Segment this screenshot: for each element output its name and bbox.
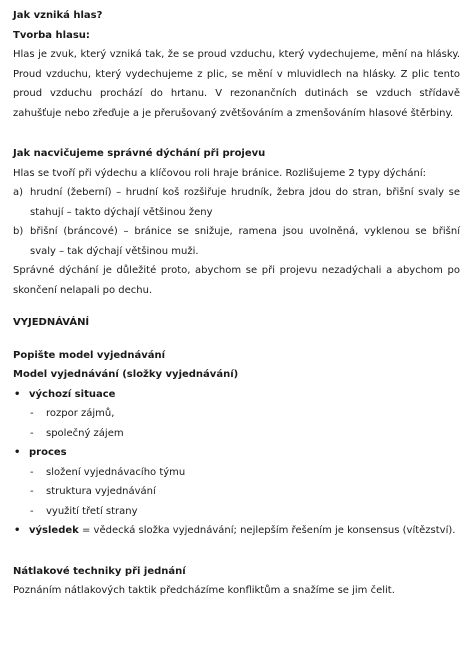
sub-item: - využití třetí strany xyxy=(13,502,460,522)
dash-icon: - xyxy=(30,408,34,419)
breathing-conclusion: Správné dýchání je důležité proto, abychom se při projevu nezadýchali a abychom po skončení nelapali po dechu. xyxy=(13,265,460,296)
sub-item: - složení vyjednávacího týmu xyxy=(13,463,460,483)
paragraph-pressure-techniques: Poznáním nátlakových taktik předcházíme konfliktům a snažíme se jim čelit. xyxy=(13,585,395,596)
bullet-label: proces xyxy=(29,447,67,458)
section-title-negotiation: VYJEDNÁVÁNÍ xyxy=(13,317,90,328)
bullet-label: výchozí situace xyxy=(29,388,116,400)
breathing-type-a xyxy=(13,183,460,222)
list-item-text: hrudní (žeberní) – hrudní koš rozšiřuje hrudník, žebra jdou do stran, břišní svaly se stahují – takto dýchají většinou ženy xyxy=(30,187,460,218)
bullet-item-result xyxy=(13,521,460,541)
dash-icon: - xyxy=(30,466,34,478)
bullet-icon: • xyxy=(14,525,21,536)
subheading-negotiation-components: Model vyjednávání (složky vyjednávání) xyxy=(13,369,239,380)
result-description: = vědecká složka vyjednávání; nejlepším řešením je konsensus (vítězství). xyxy=(78,525,456,536)
sub-item: - společný zájem xyxy=(13,424,460,444)
subheading-voice-formation: Tvorba hlasu: xyxy=(13,29,90,41)
bullet-item-process xyxy=(13,443,460,463)
heading-pressure-techniques: Nátlakové techniky při jednání xyxy=(13,565,186,577)
dash-icon: - xyxy=(30,427,34,439)
breathing-type-b xyxy=(13,222,460,261)
sub-item: - rozpor zájmů, xyxy=(13,404,460,424)
bullet-icon: • xyxy=(14,447,21,458)
bullet-item-initial-situation xyxy=(13,385,460,405)
breathing-intro: Hlas se tvoří při výdechu a klíčovou roli hraje bránice. Rozlišujeme 2 typy dýchání: xyxy=(13,167,426,179)
list-marker: a) xyxy=(13,187,24,198)
bullet-icon: • xyxy=(14,388,21,400)
list-item-text: břišní (bráncové) – bránice se snižuje, ramena jsou uvolněná, vyklenou se břišní svaly – tak dýchají většinou muži. xyxy=(30,226,460,257)
heading-negotiation-model: Popište model vyjednávání xyxy=(13,349,166,361)
sub-item: - struktura vyjednávání xyxy=(13,482,460,502)
dash-icon: - xyxy=(30,505,34,517)
dash-icon: - xyxy=(30,486,34,497)
list-marker: b) xyxy=(13,226,24,237)
document-page xyxy=(13,6,460,601)
bullet-label: výsledek xyxy=(29,525,79,536)
heading-breathing: Jak nacvičujeme správné dýchání při projevu xyxy=(13,148,266,159)
paragraph-voice-formation: Hlas je zvuk, který vzniká tak, že se proud vzduchu, který vydechujeme, mění na hlásky. Proud vzduchu, který vydechujeme z plic, se mění v mluvidlech na hlásky. Z plic tento proud vzduchu prochází do hrtanu. V rezonančních dutinách se vzduch střídavě zahušťuje nebo zřeďuje a je přerušovaný zvětšováním a zmenšováním hlasové štěrbiny. xyxy=(13,49,460,119)
heading-voice-origin: Jak vzniká hlas? xyxy=(13,10,103,21)
